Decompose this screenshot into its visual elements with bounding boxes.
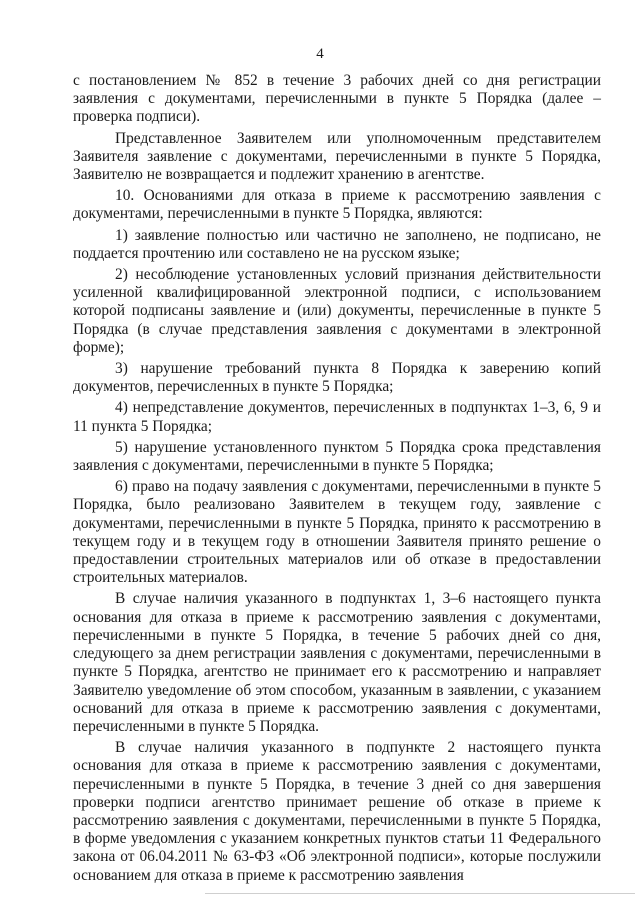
page-bottom-rule <box>205 893 635 894</box>
document-body <box>73 72 601 885</box>
paragraph-subitem-5: 5) нарушение установленного пунктом 5 Порядка срока представления заявления с документами, перечисленными в пункте 5 Порядка; <box>73 438 601 475</box>
paragraph-subitem-4: 4) непредставление документов, перечисленных в подпунктах 1–3, 6, 9 и 11 пункта 5 Порядка; <box>73 399 601 435</box>
paragraph-refusal-subitems-1-3-6: В случае наличия указанного в подпунктах 1, 3–6 настоящего пункта основания для отказа в приеме к рассмотрению заявления с документами, перечисленными в пункте 5 Порядка, в течение 5 рабочих дней со дня, следующего за днем регистрации заявления с документами, перечисленными в пункте 5 Порядка, агентство не принимает его к рассмотрению и направляет Заявителю уведомление об этом способом, указанным в заявлении, с указанием оснований для отказа в приеме к рассмотрению заявления с документами, перечисленными в пункте 5 Порядка. <box>73 590 601 735</box>
paragraph-subitem-2: 2) несоблюдение установленных условий признания действительности усиленной квалифицированной электронной подписи, с использованием которой подписаны заявление и (или) документы, перечисленные в пункте 5 Порядка (в случае представления заявления с документами в электронной форме); <box>73 266 601 356</box>
paragraph-refusal-subitem-2: В случае наличия указанного в подпункте 2 настоящего пункта основания для отказа в приеме к рассмотрению заявления с документами, перечисленными в пункте 5 Порядка, в течение 3 дней со дня завершения проверки подписи агентство принимает решение об отказе в приеме к рассмотрению заявления с документами, перечисленными в пункте 5 Порядка, в форме уведомления с указанием конкретных пунктов статьи 11 Федерального закона от 06.04.2011 № 63-ФЗ «Об электронной подписи», которые послужили основанием для отказа в приеме к рассмотрению заявления <box>73 739 601 884</box>
paragraph-subitem-1: 1) заявление полностью или частично не заполнено, не подписано, не поддается прочтению или составлено не на русском языке; <box>73 226 601 262</box>
paragraph-subitem-3: 3) нарушение требований пункта 8 Порядка к заверению копий документов, перечисленных в пункте 5 Порядка; <box>73 360 601 396</box>
paragraph-item-10-grounds: 10. Основаниями для отказа в приеме к рассмотрению заявления с документами, перечисленными в пункте 5 Порядка, являются: <box>73 187 601 223</box>
page-number: 4 <box>316 46 324 62</box>
paragraph-continuation: с постановлением № 852 в течение 3 рабочих дней со дня регистрации заявления с документами, перечисленными в пункте 5 Порядка (далее – проверка подписи). <box>73 72 601 126</box>
paragraph-subitem-6: 6) право на подачу заявления с документами, перечисленными в пункте 5 Порядка, было реализовано Заявителем в текущем году, заявление с документами, перечисленными в пункте 5 Порядка, принято к рассмотрению в текущем году и в текущем году в отношении Заявителя принято решение о предоставлении строительных материалов или об отказе в предоставлении строительных материалов. <box>73 478 601 587</box>
paragraph-submitted-application: Представленное Заявителем или уполномоченным представителем Заявителя заявление с документами, перечисленными в пункте 5 Порядка, Заявителю не возвращается и подлежит хранению в агентстве. <box>73 129 601 184</box>
